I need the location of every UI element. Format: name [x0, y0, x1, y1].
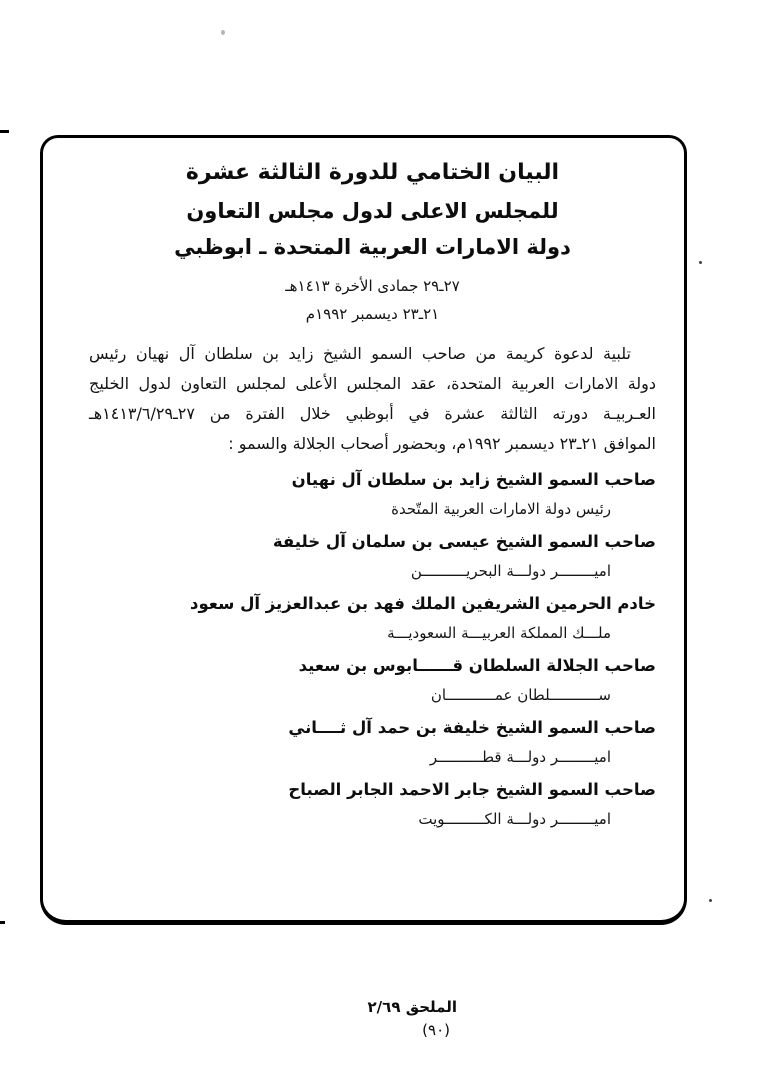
hijri-date-line: ٢٧ـ٢٩ جمادى الأخرة ١٤١٣هـ — [285, 277, 460, 295]
attendee-name: صاحب السمو الشيخ خليفة بن حمد آل ثــــاني — [288, 718, 656, 737]
paragraph-line: تلبية لدعوة كريمة من صاحب السمو الشيخ زايد بن سلطان آل نهيان رئيس — [89, 344, 631, 363]
attendee-title: اميــــــــر دولـــة الكـــــــــويت — [418, 810, 611, 828]
document-content — [43, 138, 684, 831]
scan-speck — [221, 30, 225, 35]
attendee-name: خادم الحرمين الشريفين الملك فهد بن عبدالعزيز آل سعود — [189, 594, 656, 613]
attendee-title: ملـــك المملكة العربيـــة السعوديـــة — [387, 624, 611, 642]
paragraph-line: العـربيـة دورته الثالثة عشرة في أبوظبي خلال الفترة من ٢٧ـ٢٩‏/‏٦‏/‏١٤١٣هـ — [89, 404, 656, 423]
attendee-title: رئيس دولة الامارات العربية المتّحدة — [391, 500, 611, 518]
gregorian-date-line: ٢١ـ٢٣ ديسمبر ١٩٩٢م — [305, 305, 440, 323]
scan-edge-mark-bottom — [0, 921, 5, 924]
attendee-title: ســـــــــــلطان عمـــــــــــان — [430, 686, 611, 704]
paragraph-line: دولة الامارات العربية المتحدة، عقد المجلس الأعلى لمجلس التعاون لدول الخليج — [89, 374, 656, 393]
scan-speck — [699, 261, 702, 264]
attendee-name: صاحب السمو الشيخ جابر الاحمد الجابر الصباح — [288, 780, 656, 799]
document-title-line1: البيان الختامي للدورة الثالثة عشرة — [185, 160, 560, 185]
annex-label: الملحق ٢/٦٩ — [367, 998, 457, 1016]
attendee-title: اميــــــــر دولـــة البحريــــــــــن — [410, 562, 611, 580]
document-title-line3: دولة الامارات العربية المتحدة ـ ابوظبي — [174, 235, 571, 259]
list-item — [89, 591, 656, 645]
list-item — [89, 777, 656, 831]
scan-edge-mark-top — [0, 130, 9, 133]
scan-speck — [709, 899, 712, 902]
document-title-line2: للمجلس الاعلى لدول مجلس التعاون — [186, 199, 559, 223]
list-item — [89, 653, 656, 707]
list-item — [89, 467, 656, 521]
attendee-title: اميــــــــر دولـــة قطــــــــــر — [429, 748, 611, 766]
attendees-list — [89, 467, 656, 831]
document-border-frame — [40, 135, 687, 925]
list-item — [89, 715, 656, 769]
paragraph-line: الموافق ٢١ـ٢٣ ديسمبر ١٩٩٢م، وبحضور أصحاب الجلالة والسمو : — [228, 434, 656, 453]
opening-paragraph — [89, 339, 656, 459]
attendee-name: صاحب الجلالة السلطان قــــــابوس بن سعيد — [298, 656, 656, 675]
attendee-name: صاحب السمو الشيخ زايد بن سلطان آل نهيان — [291, 470, 656, 489]
list-item — [89, 529, 656, 583]
attendee-name: صاحب السمو الشيخ عيسى بن سلمان آل خليفة — [272, 532, 656, 551]
page-number: (٩٠) — [422, 1021, 450, 1039]
